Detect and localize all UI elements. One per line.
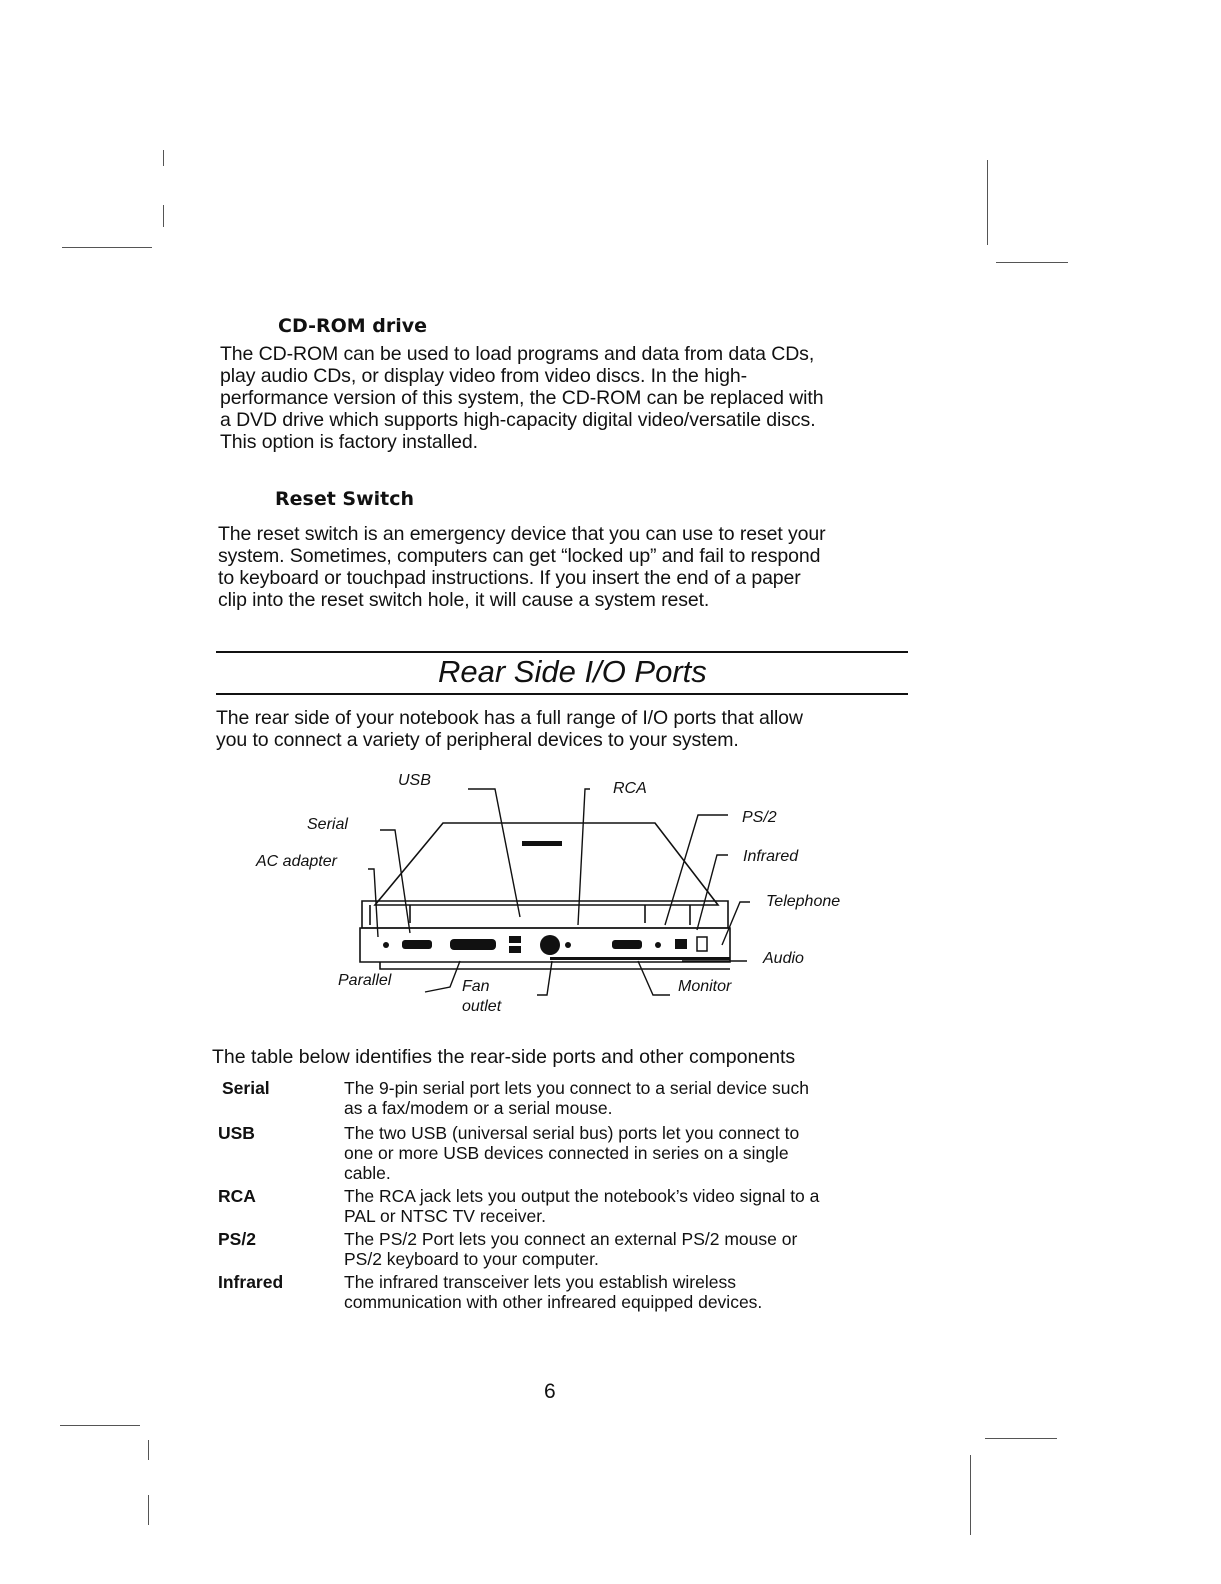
port-description [344,1078,898,1118]
crop-mark [985,1438,1057,1439]
crop-mark [60,1425,140,1426]
text-line: as a fax/modem or a serial mouse. [344,1098,613,1118]
text-line: The RCA jack lets you output the notebook’s video signal to a [344,1186,820,1206]
port-description [344,1186,898,1226]
port-name: Serial [222,1078,270,1098]
table-row [218,1272,898,1312]
port-description [344,1123,898,1183]
crop-mark [987,160,988,245]
section-rule-bottom [216,693,908,695]
cdrom-paragraph [220,343,920,453]
text-line: The CD-ROM can be used to load programs and data from data CDs, [220,343,815,365]
cdrom-heading: CD-ROM drive [278,315,428,337]
table-row [218,1078,898,1118]
reset-paragraph [218,523,918,611]
label-ps2: PS/2 [742,809,777,826]
text-line: The 9-pin serial port lets you connect to a serial device such [344,1078,809,1098]
text-line: a DVD drive which supports high-capacity digital video/versatile discs. [220,409,816,431]
crop-mark [970,1455,971,1535]
label-ac-adapter: AC adapter [256,853,337,870]
label-infrared: Infrared [743,848,799,865]
port-description [344,1229,898,1269]
table-row [218,1186,898,1226]
label-fan: Fan [462,978,490,995]
label-monitor: Monitor [678,978,732,995]
text-line: The infrared transceiver lets you establish wireless [344,1272,736,1292]
page-number: 6 [544,1380,556,1403]
label-audio: Audio [763,950,804,967]
table-intro: The table below identifies the rear-side ports and other components [212,1046,796,1068]
crop-mark [163,150,164,166]
text-line: This option is factory installed. [220,431,478,453]
section-title: Rear Side I/O Ports [438,654,707,689]
text-line: PAL or NTSC TV receiver. [344,1206,546,1226]
text-line: The two USB (universal serial bus) ports let you connect to [344,1123,800,1143]
text-line: system. Sometimes, computers can get “locked up” and fail to respond [218,545,821,567]
crop-mark [148,1495,149,1525]
port-name: RCA [218,1186,256,1206]
label-parallel: Parallel [338,972,392,989]
text-line: one or more USB devices connected in series on a single [344,1143,789,1163]
section-rule-top [216,651,908,653]
label-usb: USB [398,772,431,789]
reset-heading: Reset Switch [275,488,415,510]
text-line: to keyboard or touchpad instructions. If you insert the end of a paper [218,567,801,589]
port-name: PS/2 [218,1229,256,1249]
label-outlet: outlet [462,998,502,1015]
text-line: The PS/2 Port lets you connect an external PS/2 mouse or [344,1229,798,1249]
text-line: play audio CDs, or display video from video discs. In the high- [220,365,747,387]
text-line: The rear side of your notebook has a full range of I/O ports that allow [216,707,803,729]
rear-ports-diagram [250,765,870,1030]
crop-mark [163,205,164,227]
text-line: communication with other infreared equipped devices. [344,1292,763,1312]
ports-table [218,1078,898,1312]
text-line: The reset switch is an emergency device that you can use to reset your [218,523,826,545]
crop-mark [996,262,1068,263]
port-name: Infrared [218,1272,284,1292]
text-line: clip into the reset switch hole, it will cause a system reset. [218,589,710,611]
crop-mark [62,247,152,248]
text-line: performance version of this system, the CD-ROM can be replaced with [220,387,824,409]
label-telephone: Telephone [766,893,841,910]
label-serial: Serial [307,816,348,833]
text-line: cable. [344,1163,391,1183]
crop-mark [148,1440,149,1460]
label-rca: RCA [613,780,647,797]
section-intro [216,707,916,751]
table-row [218,1123,898,1183]
table-row [218,1229,898,1269]
text-line: you to connect a variety of peripheral devices to your system. [216,729,739,751]
port-name: USB [218,1123,255,1143]
text-line: PS/2 keyboard to your computer. [344,1249,599,1269]
port-description [344,1272,898,1312]
